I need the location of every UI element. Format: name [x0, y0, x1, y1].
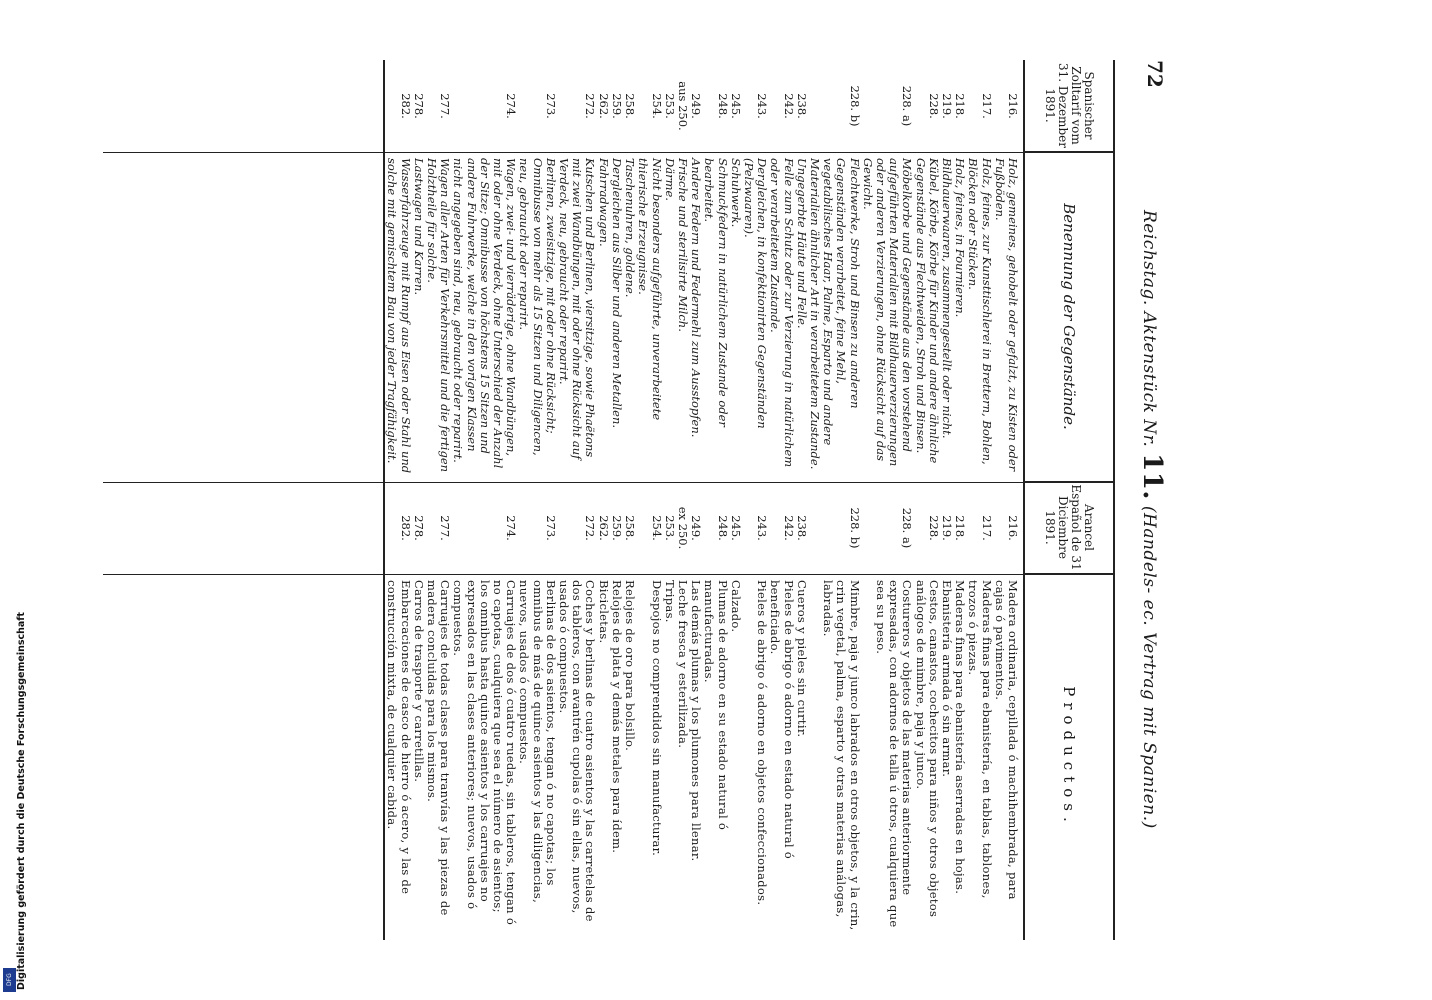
table-row [861, 60, 914, 940]
cell-productos: Maderas finas para ebanistería aserradas en hojas. [953, 580, 968, 895]
cell-productos: Coches y berlinas de cuatro asientos y las carretelas de dos tableros, con avantrén cupolas ó sin ellas, nuevos, usados ó compuestos. [557, 580, 598, 922]
column-header-arancel: Arancel Español de 31 Diciembre 1891. [1025, 482, 1113, 574]
cell-goods-german: Fahrradwagen. [596, 158, 611, 247]
cell-productos: Calzado. [728, 580, 743, 633]
cell-arancel-number: 245. [728, 515, 743, 541]
table-row [993, 60, 1019, 940]
cell-goods-german: Bildhauerwaaren, zusammengestellt oder nicht. [939, 158, 954, 439]
cell-tariff-number: 242. [781, 93, 796, 119]
cell-productos: Plumas de adorno en su estado natural ó manufacturadas. [702, 580, 730, 831]
cell-tariff-number: 238. [794, 93, 809, 119]
cell-arancel-number: 228. [926, 515, 941, 541]
cell-tariff-number: 245. [728, 93, 743, 119]
table-row [412, 60, 425, 940]
cell-goods-german: Wasserfahrzeuge mit Rumpf aus Eisen oder Stahl und solche mit gemischtem Bau von jeder Tragfähigkeit. [385, 158, 413, 474]
cell-arancel-number: 243. [755, 515, 770, 541]
table-row [689, 60, 702, 940]
cell-tariff-number: 274. [504, 93, 519, 119]
running-title-post: (Handels- ec. Vertrag mit Spanien.) [1139, 505, 1159, 829]
cell-productos: Cestos, canastos, cochecitos para niños y otros objetos análogos de mimbre, paja y junco. [913, 580, 941, 918]
table-row [702, 60, 728, 940]
cell-goods-german: Felle zum Schutz oder zur Verzierung in natürlichem oder verarbeitetem Zustande. [768, 158, 796, 468]
cell-productos: Relojes de oro para bolsillo. [623, 580, 638, 752]
document-page [45, 60, 1175, 940]
cell-arancel-number: 254. [649, 515, 664, 541]
cell-arancel-number: 248. [715, 515, 730, 541]
cell-tariff-number: 278. [411, 93, 426, 119]
cell-goods-german: Dergleichen, in konfektionirten Gegenständen (Pelzwaaren). [741, 158, 770, 429]
cell-goods-german: Wagen aller Arten für Verkehrsmittel und die fertigen Holztheile für solche. [425, 158, 453, 473]
cell-goods-german: Ungegerbte Häute und Felle. [794, 158, 809, 329]
cell-tariff-number: 273. [543, 93, 558, 119]
table-row [385, 60, 411, 940]
cell-goods-german: Kübel, Körbe, Körbe für Kinder und andere ähnliche Gegenstände aus Flechtweiden, Stroh und Binsen. [913, 158, 941, 464]
cell-tariff-number: 277. [438, 93, 453, 119]
cell-arancel-number: 228. a) [900, 507, 915, 549]
cell-tariff-number: 218. [953, 93, 968, 119]
cell-productos: Mimbre, paja y junco labrados en otros objetos, y la crin, crin vegetal, palma, esparto y otras materias análogas, labradas. [821, 580, 862, 931]
table-row [636, 60, 662, 940]
cell-productos: Pieles de abrigo ó adorno en objetos confeccionados. [755, 580, 770, 906]
cell-tariff-number: 258. [623, 93, 638, 119]
page-header [1127, 60, 1167, 940]
table-row [425, 60, 451, 940]
document-number: 11. [1137, 453, 1167, 500]
cell-productos: Maderas finas para ebanistería, en tablas, tablones, trozos ó piezas. [966, 580, 994, 899]
cell-goods-german: Berlinen, zweisitzige, mit oder ohne Rücksicht; Omnibusse von mehr als 15 Sitzen und Diligencen, neu, gebraucht oder reparirt. [517, 158, 558, 456]
running-title [1137, 210, 1167, 829]
cell-arancel-number: 228. b) [847, 507, 862, 549]
cell-arancel-number: 282. [398, 515, 413, 541]
table-row [663, 60, 676, 940]
cell-productos: Madera ordinaria, cepillada ó machihembrada, para cajas ó pavimentos. [992, 580, 1020, 900]
cell-productos: Bicicletas. [596, 580, 611, 644]
cell-arancel-number: 274. [504, 515, 519, 541]
cell-arancel-number: 278. [411, 515, 426, 541]
cell-goods-german: Schuhwerk. [728, 158, 743, 228]
running-title-pre: Reichstag. Aktenstück Nr. [1139, 210, 1159, 448]
cell-arancel-number: 272. [583, 515, 598, 541]
cell-arancel-number: 277. [438, 515, 453, 541]
cell-arancel-number: 259. [609, 515, 624, 541]
cell-tariff-number: 272. [583, 93, 598, 119]
table-row [451, 60, 517, 940]
table-row [597, 60, 610, 940]
cell-goods-german: Nicht besonders aufgeführte, unverarbeitete thierische Erzeugnisse. [636, 158, 664, 421]
table-row [966, 60, 992, 940]
cell-productos: Tripas. [662, 580, 677, 623]
cell-goods-german: Holz, gemeines, gehobelt oder gefalzt, zu Kisten oder Fußböden. [992, 158, 1020, 472]
column-header-productos: Productos. [1060, 686, 1079, 828]
cell-arancel-number: 249. [689, 515, 704, 541]
cell-tariff-number: 217. [979, 93, 994, 119]
cell-goods-german: Taschenuhren, goldene. [623, 158, 638, 298]
cell-productos: Carruajes de todas clases para tranvías y las piezas de madera concluidas para los mismos. [425, 580, 453, 916]
cell-tariff-number: 254. [649, 93, 664, 119]
cell-arancel-number: 258. [623, 515, 638, 541]
table-row [610, 60, 623, 940]
cell-productos: Despojos no comprendidos sin manufacturar. [649, 580, 664, 857]
cell-goods-german: Wagen, zwei- und vierräderige, ohne Wandbüngen, mit oder ohne Verdeck, ohne Unterschied der Anzahl der Sitze; Omnibusse von höchstens 15 Sitzen und andere Fuhrwerke, welche in den vorigen Klassen nicht angegeben sind, neu, gebraucht oder reparirt. [451, 158, 519, 469]
table-row [795, 60, 808, 940]
column-header-spanish-tariff: Spanischer Zolltarif vom 31. Dezember 1891. [1025, 60, 1113, 152]
cell-tariff-number: 262. [596, 93, 611, 119]
table-header-row [1023, 60, 1113, 940]
cell-goods-german: Kutschen und Berlinen, viersitzige, sowie Phaëtons mit zwei Wandbüngen, mit oder ohne Rücksicht auf Verdeck, neu, gebraucht oder reparirt. [557, 158, 598, 460]
cell-goods-german: Flechtwerke, Stroh und Binsen zu anderen Gegenständen verarbeitet, feine Mehl, vegetabilisches Haar, Palme, Esparto und andere Materialien ähnlicher Art in verarbeitetem Zustande. [807, 158, 862, 470]
credit-text: Digitalisierung gefördert durch die Deutsche Forschungsgemeinschaft [16, 612, 27, 990]
table-row [557, 60, 597, 940]
cell-goods-german: Holz, feines, in Fournieren. [953, 158, 968, 318]
cell-arancel-number: 238. [794, 515, 809, 541]
cell-tariff-number: 253. [662, 93, 677, 119]
cell-productos: Ebanistería armada ó sin armar. [939, 580, 954, 778]
cell-arancel-number: 262. [596, 515, 611, 541]
table-row [953, 60, 966, 940]
cell-goods-german: Möbelkorbe und Gegenstände aus den vorstehend aufgeführten Materialien mit Bildhauerverzierungen oder anderen Verzierungen, ohne Rücksicht auf das Gewicht. [860, 158, 915, 467]
cell-tariff-number: 243. [755, 93, 770, 119]
cell-arancel-number: 219. [939, 515, 954, 541]
cell-productos: Pieles de abrigo ó adorno en estado natural ó beneficiado. [768, 580, 796, 860]
page-number: 72 [1143, 60, 1167, 88]
table-row [676, 60, 689, 940]
cell-tariff-number: 259. [609, 93, 624, 119]
cell-arancel-number: 217. [979, 515, 994, 541]
cell-tariff-number: aus 250. [675, 81, 690, 131]
cell-tariff-number: 228. [926, 93, 941, 119]
cell-productos: Embarcaciones de casco de hierro ó acero, y las de construcción mixta, de cualquier cabida. [385, 580, 413, 895]
cell-goods-german: Dergleichen aus Silber und anderen Metallen. [609, 158, 624, 429]
table-row [768, 60, 794, 940]
table-row [729, 60, 742, 940]
cell-tariff-number: 282. [398, 93, 413, 119]
table-row [623, 60, 636, 940]
cell-tariff-number: 219. [939, 93, 954, 119]
cell-arancel-number: 218. [953, 515, 968, 541]
cell-productos: Carruajes de dos ó cuatro ruedas, sin tableros, tengan ó no capotas, cualquiera que sea el número de asientos; los omnibus hasta quince asientos y los carruajes no expresados en las clases anteriores; nuevos, usados ó compuestos. [451, 580, 519, 926]
dfg-logo: DFG [3, 968, 16, 992]
table-row [913, 60, 939, 940]
cell-arancel-number: ex 250. [675, 506, 690, 550]
cell-arancel-number: 253. [662, 515, 677, 541]
cell-productos: Las demás plumas y los plumones para llenar. [689, 580, 704, 862]
table-row [940, 60, 953, 940]
cell-goods-german: Schmuckfedern in natürlichem Zustande oder bearbeitet. [702, 158, 730, 427]
cell-arancel-number: 242. [781, 515, 796, 541]
cell-goods-german: Andere Federn und Federmehl zum Ausstopfen. [689, 158, 704, 438]
cell-tariff-number: 228. b) [847, 85, 862, 127]
cell-tariff-number: 248. [715, 93, 730, 119]
column-header-goods-german: Benennung der Gegenstände. [1025, 152, 1113, 482]
table-body [385, 60, 1023, 940]
cell-tariff-number: 216. [1006, 93, 1020, 119]
cell-goods-german: Frische und sterilisirte Milch. [675, 158, 690, 332]
cell-productos: Cueros y pieles sin curtir. [794, 580, 809, 738]
cell-arancel-number: 216. [1006, 515, 1020, 541]
cell-productos: Carros de trasporte y carretillas. [411, 580, 426, 783]
cell-goods-german: Därme. [662, 158, 677, 201]
digitization-credit [4, 605, 27, 995]
cell-goods-german: Holz, feines, zur Kunsttischlerei in Brettern, Bohlen, Blöcken oder Stücken. [966, 158, 994, 465]
cell-productos: Costureros y objetos de las materias anteriormente expresadas, con adornos de talla ú otros, cualquiera que sea su peso. [873, 580, 915, 928]
cell-productos: Relojes de plata y demás metales para ídem. [609, 580, 624, 854]
table-row [517, 60, 557, 940]
cell-arancel-number: 273. [543, 515, 558, 541]
cell-productos: Berlinas de dos asientos, tengan ó no capotas; los omnibus de más de quince asientos y las diligencias, nuevos, usados ó compuestos. [517, 580, 558, 904]
cell-goods-german: Lastwagen und Karren. [411, 158, 426, 296]
tariff-table [383, 60, 1115, 940]
table-row [808, 60, 861, 940]
cell-tariff-number: 249. [689, 93, 704, 119]
cell-productos: Leche fresca y esterilizada. [675, 580, 690, 749]
table-row [742, 60, 768, 940]
cell-tariff-number: 228. a) [900, 85, 915, 127]
